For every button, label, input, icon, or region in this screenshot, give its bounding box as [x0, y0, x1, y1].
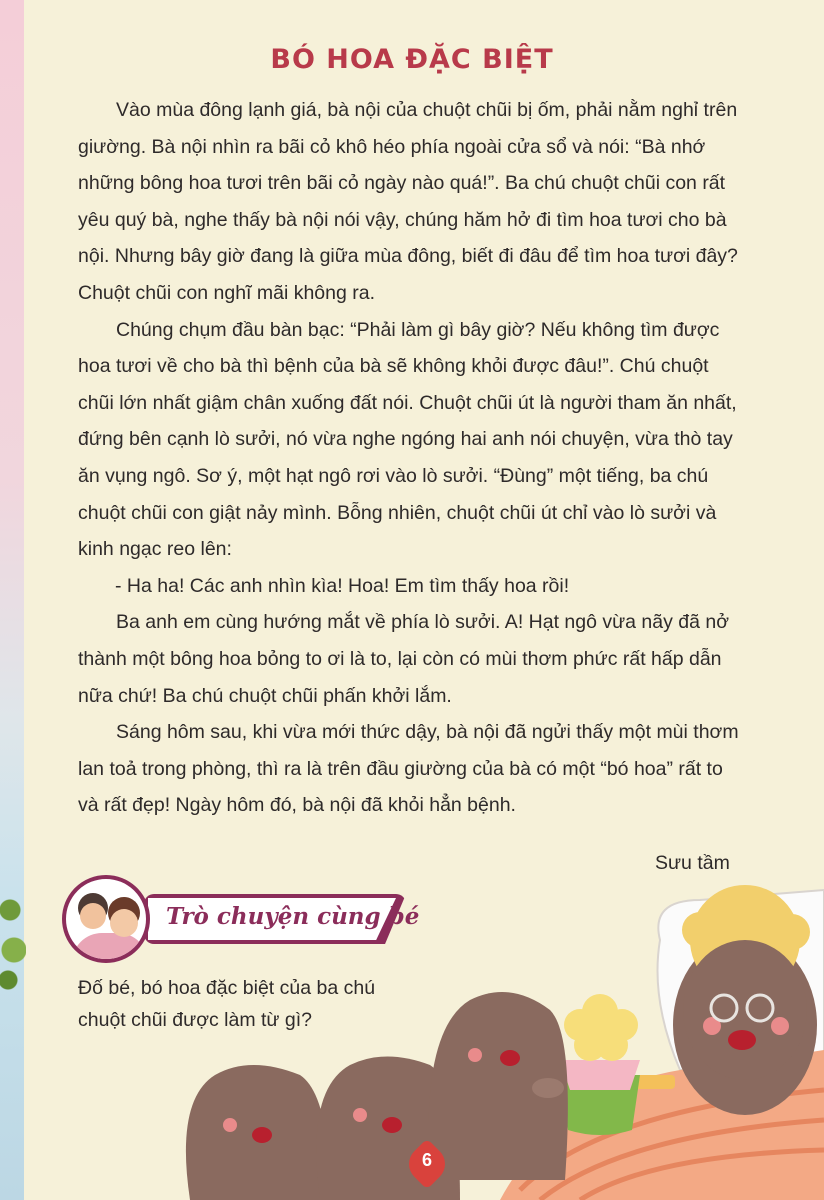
- page-number: 6: [421, 1150, 432, 1170]
- story-text: [78, 92, 824, 824]
- story-line: nữa chứ! Ba chú chuột chũi phấn khởi lắm.: [78, 684, 452, 707]
- mole-3: [428, 992, 568, 1180]
- story-line: chũi lớn nhất giậm chân xuống đất nói. Chuột chũi út là người tham ăn nhất,: [78, 391, 737, 414]
- page-number-badge: [405, 1142, 449, 1186]
- source-credit: Sưu tầm: [655, 852, 730, 874]
- story-line: đứng bên cạnh lò sưởi, nó vừa nghe ngóng hai anh nói chuyện, vừa thò tay: [78, 428, 733, 451]
- story-line: nội. Nhưng bây giờ đang là giữa mùa đông, biết đi đâu để tìm hoa tươi đây?: [78, 245, 738, 268]
- chat-section-title: Trò chuyện cùng bé: [166, 903, 420, 930]
- story-line: yêu quý bà, nghe thấy bà nội nói vậy, chúng hăm hở đi tìm hoa tươi cho bà: [78, 208, 727, 231]
- story-line: Chuột chũi con nghĩ mãi không ra.: [78, 281, 376, 304]
- grandma-mole-head: [683, 940, 807, 1080]
- story-line: kinh ngạc reo lên:: [78, 538, 232, 561]
- story-line: Sáng hôm sau, khi vừa mới thức dậy, bà nội đã ngửi thấy một mùi thơm: [116, 721, 739, 744]
- popcorn-bouquet-icon: [564, 994, 638, 1061]
- story-line: và rất đẹp! Ngày hôm đó, bà nội đã khỏi hẳn bệnh.: [78, 794, 516, 817]
- story-line: những bông hoa tươi trên bãi cỏ ngày nào quá!”. Ba chú chuột chũi con rất: [78, 172, 726, 195]
- story-line: hoa tươi về cho bà thì bệnh của bà sẽ không khỏi được đâu!”. Chú chuột: [78, 355, 709, 378]
- page-title: BÓ HOA ĐẶC BIỆT: [270, 44, 554, 75]
- mole-1: [186, 1065, 330, 1200]
- story-line: chuột chũi con giật nảy mình. Bỗng nhiên, chuột chũi út chỉ vào lò sưởi và: [78, 501, 717, 524]
- question-line: chuột chũi được làm từ gì?: [78, 1009, 312, 1031]
- story-line: lan toả trong phòng, thì ra là trên đầu giường của bà có một “bó hoa” rất to: [78, 757, 723, 780]
- story-line: thành một bông hoa bỏng to ơi là to, lại còn có mùi thơm phức rất hấp dẫn: [78, 647, 722, 670]
- story-line: Ba anh em cùng hướng mắt về phía lò sưởi. A! Hạt ngô vừa nãy đã nở: [116, 611, 730, 634]
- story-line: giường. Bà nội nhìn ra bãi cỏ khô héo phía ngoài cửa sổ và nói: “Bà nhớ: [78, 135, 706, 158]
- question-line: Đố bé, bó hoa đặc biệt của ba chú: [78, 977, 376, 999]
- story-line: ăn vụng ngô. Sơ ý, một hạt ngô rơi vào lò sưởi. “Đùng” một tiếng, ba chú: [78, 464, 709, 487]
- story-line: - Ha ha! Các anh nhìn kìa! Hoa! Em tìm thấy hoa rồi!: [115, 574, 570, 597]
- story-line: Chúng chụm đầu bàn bạc: “Phải làm gì bây giờ? Nếu không tìm được: [116, 318, 720, 341]
- story-line: Vào mùa đông lạnh giá, bà nội của chuột chũi bị ốm, phải nằm nghỉ trên: [116, 99, 738, 121]
